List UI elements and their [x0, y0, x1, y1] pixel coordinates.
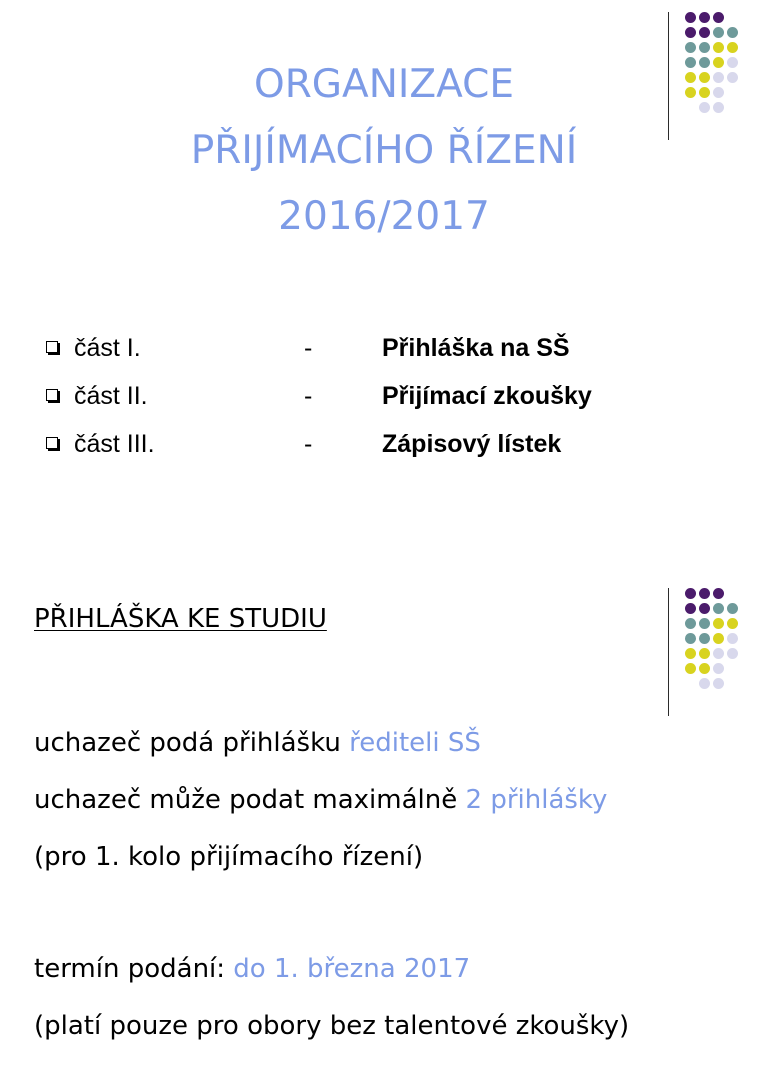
list-item-part-3	[46, 426, 746, 474]
ornament-dot	[699, 618, 710, 629]
ornament-dot	[727, 633, 738, 644]
ornament-dot	[685, 648, 696, 659]
ornament-dot	[699, 633, 710, 644]
ornament-dot	[727, 603, 738, 614]
ornament-dot	[699, 648, 710, 659]
line-text: uchazeč může podat maximálně	[34, 785, 466, 815]
line-text: (pro 1. kolo přijímacího řízení)	[34, 842, 424, 872]
list-item-part-1	[46, 330, 746, 378]
text-line-note	[34, 1011, 754, 1068]
line-text: (platí pouze pro obory bez talentové zkoušky)	[34, 1011, 630, 1041]
text-line-max-applications	[34, 785, 754, 842]
line-accent: 2 přihlášky	[465, 785, 608, 815]
ornament-dot	[685, 663, 696, 674]
section-heading: PŘIHLÁŠKA KE STUDIU	[34, 604, 327, 634]
ornament-dot	[727, 648, 738, 659]
line-accent: řediteli SŠ	[349, 728, 481, 758]
part-dash: -	[304, 382, 313, 410]
part-name: Přijímací zkoušky	[382, 382, 592, 410]
part-name: Zápisový lístek	[382, 430, 562, 458]
dot-ornament-decoration	[668, 588, 758, 718]
title-line-1: ORGANIZACE	[254, 62, 514, 107]
title-line-3: 2016/2017	[278, 194, 490, 239]
list-item-part-2	[46, 378, 746, 426]
line-text: termín podání:	[34, 954, 234, 984]
ornament-dot	[713, 12, 724, 23]
line-accent: do 1. března 2017	[233, 954, 471, 984]
part-name: Přihláška na SŠ	[382, 334, 570, 362]
line-text: uchazeč podá přihlášku	[34, 728, 350, 758]
ornament-dot	[699, 12, 710, 23]
text-line-deadline	[34, 954, 754, 1011]
ornament-dot	[685, 588, 696, 599]
part-dash: -	[304, 430, 313, 458]
ornament-dot	[713, 648, 724, 659]
part-dash: -	[304, 334, 313, 362]
spacer	[34, 899, 754, 954]
ornament-dot	[727, 27, 738, 38]
ornament-dot	[699, 663, 710, 674]
ornament-dot	[713, 618, 724, 629]
ornament-dot	[713, 588, 724, 599]
title-line-2: PŘIJÍMACÍHO ŘÍZENÍ	[190, 128, 578, 173]
text-line-recipient	[34, 728, 754, 785]
text-line-first-round	[34, 842, 754, 899]
ornament-dot	[685, 633, 696, 644]
hollow-square-bullet-icon	[46, 389, 58, 401]
hollow-square-bullet-icon	[46, 341, 58, 353]
ornament-dot	[713, 633, 724, 644]
ornament-dot	[699, 603, 710, 614]
ornament-dot	[727, 618, 738, 629]
ornament-dot	[713, 678, 724, 689]
ornament-dot	[699, 27, 710, 38]
ornament-vertical-line	[668, 588, 669, 716]
slide-prihlaska-ke-studiu	[0, 560, 768, 1041]
ornament-dot	[685, 618, 696, 629]
ornament-dot	[699, 588, 710, 599]
ornament-dot	[685, 12, 696, 23]
ornament-dot	[713, 603, 724, 614]
part-label: část II.	[74, 382, 148, 410]
ornament-dot	[699, 678, 710, 689]
part-label: část I.	[74, 334, 141, 362]
ornament-dot	[685, 27, 696, 38]
part-label: část III.	[74, 430, 155, 458]
ornament-dot	[713, 27, 724, 38]
hollow-square-bullet-icon	[46, 437, 58, 449]
ornament-dot	[713, 663, 724, 674]
body-text	[34, 728, 754, 1068]
slide-title	[0, 52, 768, 250]
parts-list	[46, 330, 746, 474]
ornament-dot	[685, 603, 696, 614]
